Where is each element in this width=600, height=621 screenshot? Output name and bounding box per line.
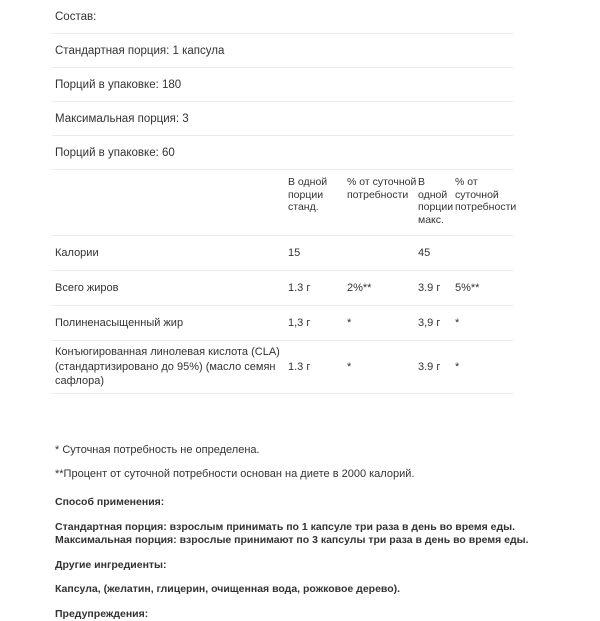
nutrient-standard-percent: * [347, 306, 418, 341]
serving-info-text: Стандартная порция: 1 капсула [55, 44, 224, 58]
nutrition-table-body [52, 236, 513, 394]
directions-title: Способ применения: [55, 496, 565, 510]
serving-info-row [52, 136, 513, 170]
nutrient-max-amount: 3.9 г [418, 271, 455, 306]
nutrition-table [52, 170, 513, 394]
supplement-facts-panel [52, 0, 513, 394]
nutrient-max-percent: * [455, 306, 513, 341]
nutrient-name: Калории [52, 236, 288, 271]
nutrient-standard-percent: * [347, 341, 418, 394]
nutrient-standard-percent [347, 236, 418, 271]
nutrient-standard-amount: 1,3 г [288, 306, 347, 341]
nutrient-max-amount: 45 [418, 236, 455, 271]
column-header-standard-daily-value: % от суточной потребности [347, 170, 418, 236]
other-ingredients-title: Другие ингредиенты: [55, 559, 565, 573]
footnote-daily-value-not-established: * Суточная потребность не определена. [55, 443, 525, 457]
serving-info-text: Состав: [55, 10, 96, 24]
serving-info-row [52, 0, 513, 34]
nutrition-table-head [52, 170, 513, 236]
nutrient-standard-amount: 1.3 г [288, 271, 347, 306]
serving-info-row [52, 102, 513, 136]
column-header-max-serving: В одной порции макс. [418, 170, 455, 236]
nutrient-standard-percent: 2%** [347, 271, 418, 306]
nutrient-name: Конъюгированная линолевая кислота (CLA) (стандартизировано до 95%) (масло семян сафлора) [52, 341, 288, 394]
nutrient-standard-amount: 15 [288, 236, 347, 271]
table-row [52, 236, 513, 271]
column-header-max-daily-value: % от суточной потребности [455, 170, 513, 236]
serving-info-text: Максимальная порция: 3 [55, 112, 189, 126]
table-row [52, 341, 513, 394]
nutrient-max-amount: 3,9 г [418, 306, 455, 341]
directions-text: Стандартная порция: взрослым принимать по 1 капсуле три раза в день во время еды. Максимальная порция: взрослые принимают по 3 капсулы три раза в день во время еды. [55, 521, 565, 548]
table-header-row [52, 170, 513, 236]
nutrient-max-percent: 5%** [455, 271, 513, 306]
other-ingredients-text: Капсула, (желатин, глицерин, очищенная вода, рожковое дерево). [55, 583, 565, 597]
nutrient-max-amount: 3.9 г [418, 341, 455, 394]
nutrient-name: Полиненасыщенный жир [52, 306, 288, 341]
column-header-standard-serving: В одной порции станд. [288, 170, 347, 236]
serving-info-text: Порций в упаковке: 60 [55, 146, 175, 160]
table-row [52, 271, 513, 306]
serving-info-row [52, 34, 513, 68]
serving-info-list [52, 0, 513, 170]
table-row [52, 306, 513, 341]
nutrient-name: Всего жиров [52, 271, 288, 306]
serving-info-text: Порций в упаковке: 180 [55, 78, 181, 92]
serving-info-row [52, 68, 513, 102]
column-header-name [52, 170, 288, 236]
warnings-title: Предупреждения: [55, 608, 565, 621]
nutrient-standard-amount: 1.3 г [288, 341, 347, 394]
nutrient-max-percent: * [455, 341, 513, 394]
footnote-percent-daily-value-basis: **Процент от суточной потребности основан на диете в 2000 калорий. [55, 467, 525, 481]
directions-section [55, 496, 565, 621]
footnotes [55, 443, 525, 491]
nutrient-max-percent [455, 236, 513, 271]
